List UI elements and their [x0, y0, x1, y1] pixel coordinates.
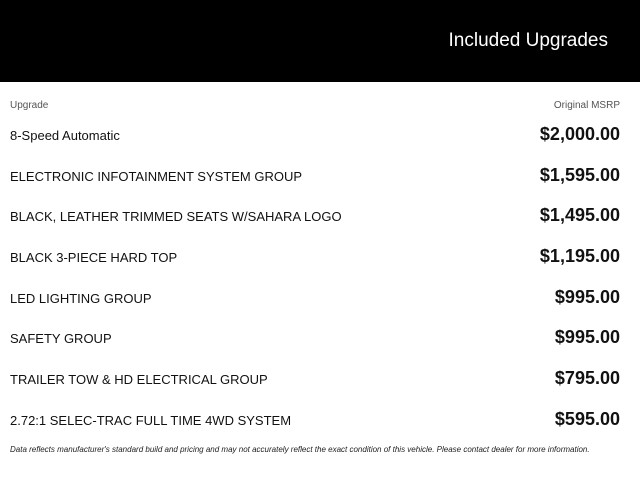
- upgrade-name: SAFETY GROUP: [10, 331, 112, 347]
- list-item: [10, 241, 620, 282]
- upgrade-price: $795.00: [554, 368, 620, 389]
- upgrade-name: 8-Speed Automatic: [10, 128, 120, 143]
- upgrade-price: $1,595.00: [539, 164, 620, 185]
- disclaimer-text: Data reflects manufacturer's standard build and pricing and may not accurately reflect the exact condition of this vehicle. Please contact dealer for more information.: [10, 445, 590, 454]
- list-item: [10, 200, 620, 241]
- list-item: [10, 119, 620, 160]
- upgrade-name: ELECTRONIC INFOTAINMENT SYSTEM GROUP: [10, 168, 303, 184]
- upgrade-price: $2,000.00: [539, 124, 620, 144]
- upgrade-price: $595.00: [554, 408, 620, 429]
- upgrade-column-header: Upgrade: [10, 100, 49, 111]
- upgrade-price: $1,495.00: [539, 205, 620, 226]
- upgrade-price: $1,195.00: [539, 246, 620, 267]
- upgrade-name: TRAILER TOW & HD ELECTRICAL GROUP: [10, 372, 268, 388]
- upgrade-name: LED LIGHTING GROUP: [10, 290, 152, 306]
- header-bar: [0, 0, 640, 82]
- upgrade-price: $995.00: [554, 327, 620, 348]
- page-title: Included Upgrades: [448, 30, 608, 51]
- column-headers: [10, 100, 620, 114]
- upgrades-list: [10, 119, 620, 445]
- list-item: [10, 404, 620, 445]
- list-item: [10, 363, 620, 404]
- upgrade-name: 2.72:1 SELEC-TRAC FULL TIME 4WD SYSTEM: [10, 412, 292, 428]
- list-item: [10, 282, 620, 323]
- upgrade-price: $995.00: [554, 286, 620, 307]
- list-item: [10, 322, 620, 363]
- upgrade-name: BLACK 3-PIECE HARD TOP: [10, 250, 178, 266]
- upgrade-name: BLACK, LEATHER TRIMMED SEATS W/SAHARA LOGO: [10, 209, 342, 225]
- msrp-column-header: Original MSRP: [553, 100, 620, 111]
- list-item: [10, 160, 620, 201]
